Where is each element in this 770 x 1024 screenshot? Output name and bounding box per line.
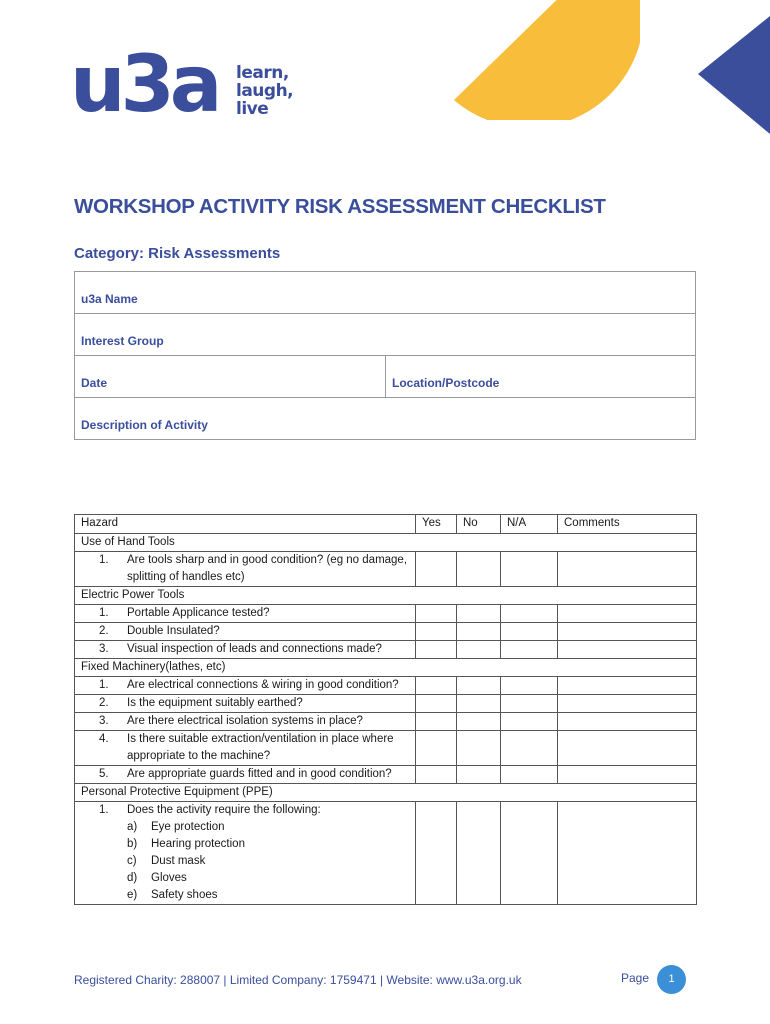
table-row <box>75 802 697 905</box>
sub-item: c) Dust mask <box>127 855 206 867</box>
table-row <box>75 552 697 587</box>
footer-registration: Registered Charity: 288007 | Limited Company: 1759471 | Website: www.u3a.org.uk <box>74 973 522 987</box>
page-label: Page <box>621 971 650 985</box>
comments-cell[interactable] <box>558 605 697 623</box>
no-cell[interactable] <box>457 623 501 641</box>
section-ppe: Personal Protective Equipment (PPE) <box>75 784 697 802</box>
yes-cell[interactable] <box>416 766 457 784</box>
no-cell[interactable] <box>457 766 501 784</box>
section-row <box>75 534 697 552</box>
page-number-badge: 1 <box>657 965 686 994</box>
activity-info-form <box>74 271 696 440</box>
yes-cell[interactable] <box>416 605 457 623</box>
logo-wordmark: u3a <box>70 40 218 130</box>
section-hand-tools: Use of Hand Tools <box>75 534 697 552</box>
risk-checklist-table <box>74 514 697 905</box>
comments-cell[interactable] <box>558 766 697 784</box>
table-row <box>75 677 697 695</box>
na-cell[interactable] <box>501 731 558 766</box>
hazard-item: 1. Does the activity require the following: a) Eye protection b) Hearing protection c) Dust mask d) Gloves e) Safety shoes <box>75 802 416 905</box>
page-title: WORKSHOP ACTIVITY RISK ASSESSMENT CHECKLIST <box>74 195 606 218</box>
comments-cell[interactable] <box>558 713 697 731</box>
comments-cell[interactable] <box>558 677 697 695</box>
header-hazard: Hazard <box>75 515 416 534</box>
no-cell[interactable] <box>457 605 501 623</box>
category-heading: Category: Risk Assessments <box>74 245 281 262</box>
sub-item: d) Gloves <box>127 872 187 884</box>
yellow-semicircle-decoration <box>440 0 640 120</box>
description-row[interactable] <box>75 398 695 439</box>
date-label: Date <box>81 376 108 390</box>
comments-cell[interactable] <box>558 695 697 713</box>
yes-cell[interactable] <box>416 695 457 713</box>
table-row <box>75 695 697 713</box>
table-header-row <box>75 515 697 534</box>
u3a-name-row[interactable] <box>75 272 695 314</box>
comments-cell[interactable] <box>558 552 697 587</box>
na-cell[interactable] <box>501 641 558 659</box>
table-row <box>75 766 697 784</box>
section-row <box>75 784 697 802</box>
na-cell[interactable] <box>501 605 558 623</box>
section-fixed-machinery: Fixed Machinery(lathes, etc) <box>75 659 697 677</box>
yes-cell[interactable] <box>416 641 457 659</box>
u3a-name-label: u3a Name <box>81 292 138 306</box>
hazard-item: 2. Double Insulated? <box>75 623 416 641</box>
no-cell[interactable] <box>457 695 501 713</box>
yes-cell[interactable] <box>416 713 457 731</box>
blue-triangle-decoration <box>698 16 770 134</box>
comments-cell[interactable] <box>558 802 697 905</box>
header-na: N/A <box>501 515 558 534</box>
sub-item: a) Eye protection <box>127 821 225 833</box>
interest-group-row[interactable] <box>75 314 695 356</box>
section-row <box>75 659 697 677</box>
table-row <box>75 623 697 641</box>
na-cell[interactable] <box>501 695 558 713</box>
comments-cell[interactable] <box>558 731 697 766</box>
logo-tagline: learn, laugh, live <box>236 63 294 119</box>
yes-cell[interactable] <box>416 731 457 766</box>
sub-item: b) Hearing protection <box>127 838 245 850</box>
no-cell[interactable] <box>457 641 501 659</box>
date-location-row <box>75 356 695 398</box>
hazard-item: 3. Visual inspection of leads and connections made? <box>75 641 416 659</box>
no-cell[interactable] <box>457 731 501 766</box>
section-row <box>75 587 697 605</box>
sub-item: e) Safety shoes <box>127 889 218 901</box>
header-no: No <box>457 515 501 534</box>
no-cell[interactable] <box>457 713 501 731</box>
hazard-item: 5. Are appropriate guards fitted and in good condition? <box>75 766 416 784</box>
interest-group-label: Interest Group <box>81 334 164 348</box>
description-label: Description of Activity <box>81 418 208 432</box>
yes-cell[interactable] <box>416 552 457 587</box>
no-cell[interactable] <box>457 677 501 695</box>
hazard-item: 1. Portable Applicance tested? <box>75 605 416 623</box>
comments-cell[interactable] <box>558 623 697 641</box>
header-comments: Comments <box>558 515 697 534</box>
header-yes: Yes <box>416 515 457 534</box>
table-row <box>75 731 697 766</box>
location-field[interactable] <box>385 356 695 397</box>
hazard-item: 1. Are tools sharp and in good condition? (eg no damage, splitting of handles etc) <box>75 552 416 587</box>
comments-cell[interactable] <box>558 641 697 659</box>
hazard-item: 4. Is there suitable extraction/ventilation in place where appropriate to the machine? <box>75 731 416 766</box>
table-row <box>75 641 697 659</box>
yes-cell[interactable] <box>416 677 457 695</box>
yes-cell[interactable] <box>416 623 457 641</box>
location-label: Location/Postcode <box>392 376 500 390</box>
no-cell[interactable] <box>457 552 501 587</box>
section-electric-power-tools: Electric Power Tools <box>75 587 697 605</box>
na-cell[interactable] <box>501 766 558 784</box>
hazard-item: 2. Is the equipment suitably earthed? <box>75 695 416 713</box>
table-row <box>75 605 697 623</box>
na-cell[interactable] <box>501 713 558 731</box>
date-field[interactable] <box>75 356 385 397</box>
na-cell[interactable] <box>501 802 558 905</box>
hazard-item: 1. Are electrical connections & wiring in good condition? <box>75 677 416 695</box>
na-cell[interactable] <box>501 677 558 695</box>
hazard-item: 3. Are there electrical isolation systems in place? <box>75 713 416 731</box>
na-cell[interactable] <box>501 552 558 587</box>
yes-cell[interactable] <box>416 802 457 905</box>
table-row <box>75 713 697 731</box>
no-cell[interactable] <box>457 802 501 905</box>
na-cell[interactable] <box>501 623 558 641</box>
